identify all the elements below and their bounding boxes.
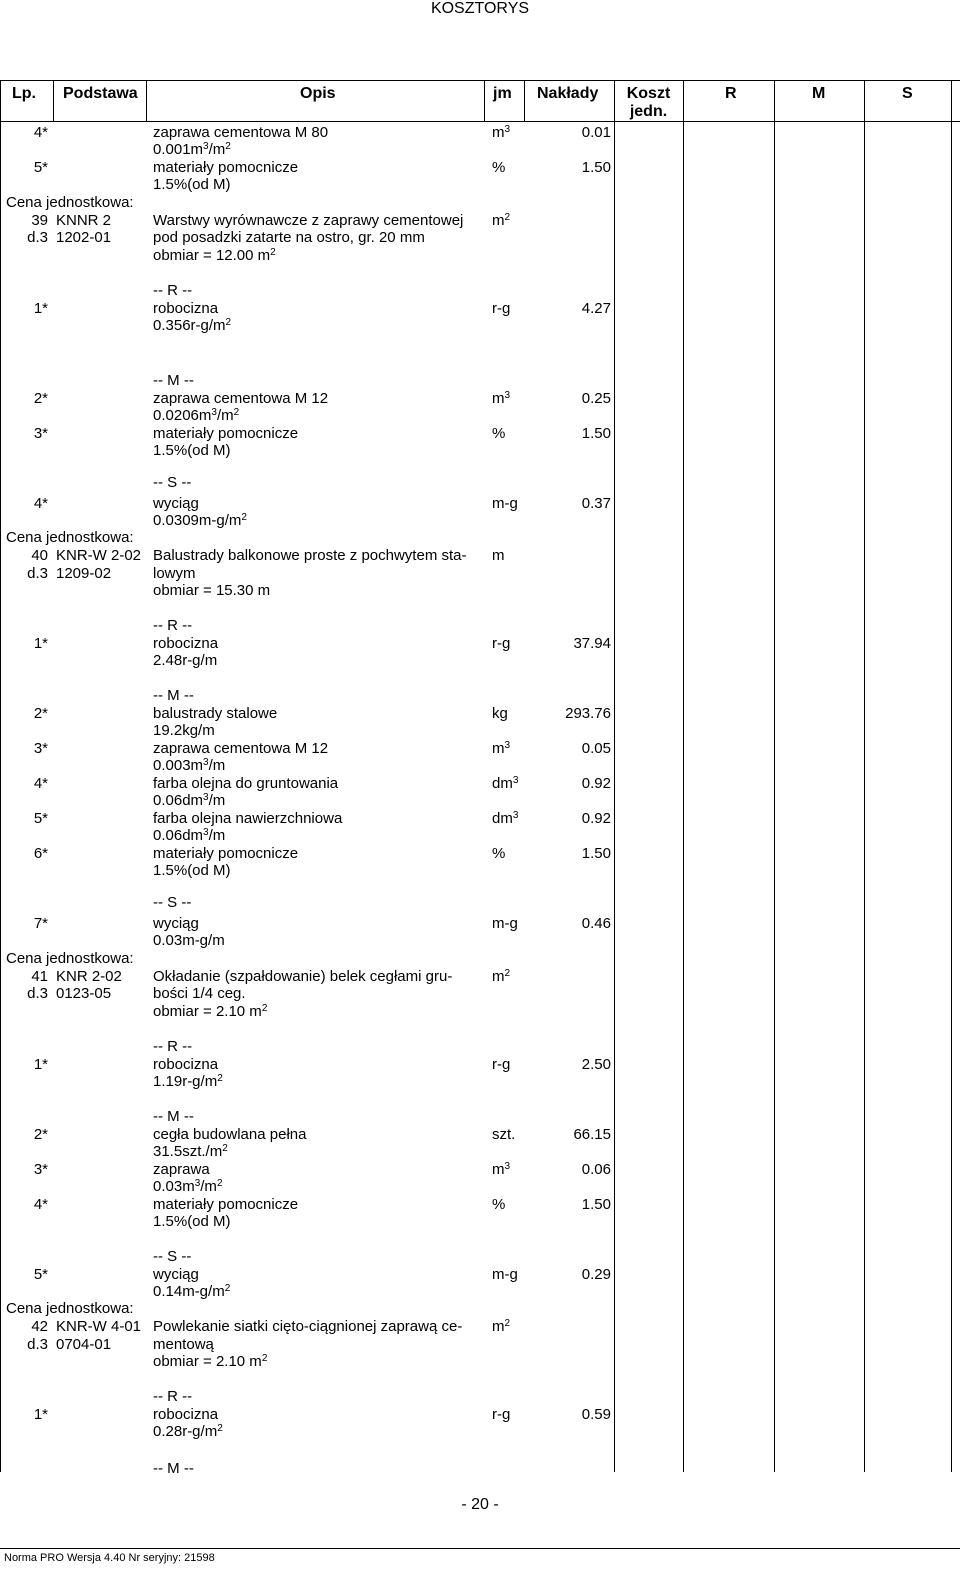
- row-opis: [153, 1388, 192, 1406]
- row-opis-text: materiały pomocnicze: [153, 425, 299, 442]
- row-opis-superscript: 2: [224, 1283, 231, 1294]
- row-lp: 4*: [33, 495, 48, 512]
- row-opis: [153, 547, 466, 565]
- footer-note: Norma PRO Wersja 4.40 Nr seryjny: 21598: [4, 1552, 215, 1564]
- row-naklady: 0.92: [581, 810, 611, 827]
- row-opis-text: robocizna: [153, 1406, 219, 1423]
- row-opis: [153, 1336, 214, 1354]
- row-opis: [153, 229, 425, 247]
- row-jm-text: m-g: [492, 915, 518, 932]
- row-opis-text: balustrady stalowe: [153, 705, 278, 722]
- row-lp: 39: [31, 212, 48, 229]
- row-lp: 2*: [33, 705, 48, 722]
- row-opis: [153, 407, 239, 425]
- row-lp: 4*: [33, 775, 48, 792]
- row-jm-text: m-g: [492, 495, 518, 512]
- row-opis-text: -- M --: [153, 372, 194, 389]
- row-jm: [492, 124, 510, 142]
- row-jm: [492, 425, 505, 443]
- row-podstawa: 0123-05: [56, 985, 112, 1002]
- col-header-koszt: [614, 85, 683, 121]
- row-opis: [153, 1161, 210, 1179]
- row-opis-text: 0.03m: [153, 1178, 195, 1195]
- row-opis: [153, 1423, 223, 1441]
- row-opis: [153, 792, 225, 810]
- row-naklady: 0.46: [581, 915, 611, 932]
- row-opis-text: 0.06dm: [153, 792, 204, 809]
- row-opis-tail: /m: [200, 1178, 217, 1195]
- row-naklady: 0.92: [581, 775, 611, 792]
- row-jm: [492, 159, 505, 177]
- row-naklady: 0.59: [581, 1406, 611, 1423]
- row-naklady: 0.05: [581, 740, 611, 757]
- row-opis-text: 1.5%(od M): [153, 862, 231, 879]
- row-opis: [153, 1318, 462, 1336]
- grid-line: [774, 80, 775, 1472]
- row-jm-superscript: 3: [504, 1161, 511, 1172]
- unit-price-label: Cena jednostkowa:: [6, 1300, 134, 1317]
- col-header-koszt-line2: jedn.: [629, 103, 668, 120]
- row-opis: [153, 495, 199, 513]
- row-opis: [153, 1126, 306, 1144]
- col-header-m: M: [812, 85, 826, 102]
- row-opis-text: obmiar = 12.00 m: [153, 247, 271, 264]
- row-jm-text: m: [492, 212, 505, 229]
- row-naklady: 293.76: [565, 705, 611, 722]
- row-opis-text: materiały pomocnicze: [153, 1196, 299, 1213]
- row-opis: [153, 1178, 223, 1196]
- row-opis-text: farba olejna nawierzchniowa: [153, 810, 343, 827]
- row-opis-superscript: 3: [194, 1178, 201, 1189]
- row-opis-text: 0.0206m: [153, 407, 212, 424]
- row-opis-text: Warstwy wyrównawcze z zaprawy cementowej: [153, 212, 464, 229]
- row-opis-text: 0.14m-g/m: [153, 1283, 225, 1300]
- row-opis-text: 0.06dm: [153, 827, 204, 844]
- row-jm-superscript: 3: [504, 124, 511, 135]
- row-jm: [492, 1196, 505, 1214]
- row-naklady: 4.27: [581, 300, 611, 317]
- row-lp: 2*: [33, 1126, 48, 1143]
- header-top-rule: [0, 80, 960, 81]
- row-opis-superscript: 2: [261, 1353, 268, 1364]
- unit-price-label: Cena jednostkowa:: [6, 529, 134, 546]
- row-opis-superscript: 2: [241, 512, 247, 523]
- grid-line: [864, 80, 865, 1472]
- row-opis-text: cegła budowlana pełna: [153, 1126, 307, 1143]
- row-naklady: 0.06: [581, 1161, 611, 1178]
- row-opis-text: bości 1/4 ceg.: [153, 985, 246, 1002]
- row-opis-text: 0.03m-g/m: [153, 932, 225, 949]
- row-jm: [492, 1406, 510, 1424]
- row-jm: [492, 495, 518, 513]
- row-jm-text: kg: [492, 705, 508, 722]
- row-naklady: 0.29: [581, 1266, 611, 1283]
- row-jm: [492, 705, 508, 723]
- row-opis-text: 1.5%(od M): [153, 1213, 231, 1230]
- row-opis-superscript: 2: [225, 141, 231, 152]
- grid-line: [951, 80, 952, 1472]
- row-opis-text: farba olejna do gruntowania: [153, 775, 339, 792]
- row-naklady: 2.50: [581, 1056, 611, 1073]
- row-opis-tail: /m: [208, 827, 226, 844]
- row-opis: [153, 390, 328, 408]
- row-opis-superscript: 2: [261, 1003, 268, 1014]
- row-opis: [153, 247, 276, 265]
- row-jm-text: r-g: [492, 1406, 511, 1423]
- row-lp: 41: [31, 968, 48, 985]
- row-opis: [153, 1143, 228, 1161]
- row-naklady: 0.37: [581, 495, 611, 512]
- row-opis: [153, 827, 225, 845]
- row-naklady: 0.01: [581, 124, 611, 141]
- row-jm-text: m-g: [492, 1266, 518, 1283]
- row-lp: 5*: [33, 810, 48, 827]
- row-jm: [492, 1056, 510, 1074]
- grid-line: [683, 80, 684, 1472]
- row-jm: [492, 740, 510, 758]
- row-jm: [492, 1126, 515, 1144]
- col-header-lp: Lp.: [12, 85, 36, 102]
- row-opis-text: 0.003m: [153, 757, 204, 774]
- row-opis: [153, 1073, 223, 1091]
- row-opis-text: obmiar = 2.10 m: [153, 1003, 262, 1020]
- row-lp: 1*: [33, 635, 48, 652]
- row-opis-text: Okładanie (szpałdowanie) belek cegłami gru-: [153, 968, 453, 985]
- row-podstawa: KNR-W 2-02: [56, 547, 142, 564]
- row-jm-text: %: [492, 845, 506, 862]
- row-opis: [153, 705, 277, 723]
- row-jm: [492, 1266, 518, 1284]
- row-opis-text: materiały pomocnicze: [153, 159, 299, 176]
- row-opis-text: -- R --: [153, 1388, 193, 1405]
- row-opis: [153, 1353, 267, 1371]
- row-jm-text: dm: [492, 810, 513, 827]
- grid-line: [484, 80, 485, 121]
- row-opis-superscript: 3: [203, 827, 209, 838]
- row-opis-text: 0.356r-g/m: [153, 317, 226, 334]
- row-naklady: 66.15: [573, 1126, 611, 1143]
- row-opis: [153, 1406, 218, 1424]
- row-opis-superscript: 2: [217, 1423, 223, 1434]
- row-opis-text: obmiar = 15.30 m: [153, 582, 271, 599]
- row-opis: [153, 862, 231, 880]
- row-jm-text: %: [492, 159, 506, 176]
- row-opis: [153, 810, 342, 828]
- row-opis-text: wyciąg: [153, 915, 199, 932]
- row-lp: 3*: [33, 1161, 48, 1178]
- row-jm-superscript: 2: [504, 1318, 511, 1329]
- row-opis-text: zaprawa cementowa M 80: [153, 124, 329, 141]
- row-opis-tail: /m: [208, 792, 226, 809]
- row-jm-superscript: 2: [504, 968, 511, 979]
- row-opis: [153, 722, 215, 740]
- row-lp: d.3: [27, 565, 48, 582]
- row-opis: [153, 212, 463, 230]
- row-opis: [153, 425, 298, 443]
- row-lp: 4*: [33, 124, 48, 141]
- row-jm-superscript: 3: [504, 390, 511, 401]
- row-podstawa: 1209-02: [56, 565, 112, 582]
- row-jm: [492, 390, 510, 408]
- row-opis: [153, 1003, 267, 1021]
- row-opis-text: Powlekanie siatki cięto-ciągnionej zaprawą ce-: [153, 1318, 463, 1335]
- row-opis-tail: /m: [208, 757, 226, 774]
- row-opis-text: Balustrady balkonowe proste z pochwytem sta-: [153, 547, 467, 564]
- unit-price-label: Cena jednostkowa:: [6, 194, 134, 211]
- row-opis-text: -- R --: [153, 617, 193, 634]
- row-opis-text: 0.001m: [153, 141, 204, 158]
- row-opis-text: 2.48r-g/m: [153, 652, 218, 669]
- grid-line: [146, 80, 147, 121]
- row-opis: [153, 1108, 194, 1126]
- row-jm-text: m: [492, 1318, 505, 1335]
- row-opis: [153, 1283, 230, 1301]
- row-opis-superscript: 2: [270, 247, 276, 258]
- row-jm: [492, 1161, 510, 1179]
- row-lp: d.3: [27, 1336, 48, 1353]
- row-naklady: 1.50: [581, 425, 611, 442]
- row-jm-text: m: [492, 968, 505, 985]
- row-jm-text: r-g: [492, 635, 511, 652]
- row-jm: [492, 635, 510, 653]
- row-opis-text: 19.2kg/m: [153, 722, 215, 739]
- row-opis-text: -- M --: [153, 1460, 194, 1477]
- row-jm-text: r-g: [492, 300, 511, 317]
- row-opis-text: robocizna: [153, 635, 219, 652]
- row-jm-text: %: [492, 1196, 506, 1213]
- col-header-r: R: [725, 85, 737, 102]
- row-opis: [153, 740, 328, 758]
- row-podstawa: KNNR 2: [56, 212, 112, 229]
- row-podstawa: KNR-W 4-01: [56, 1318, 142, 1335]
- row-opis-text: zaprawa cementowa M 12: [153, 390, 329, 407]
- row-opis: [153, 1266, 199, 1284]
- row-lp: 2*: [33, 390, 48, 407]
- row-lp: 5*: [33, 1266, 48, 1283]
- grid-line: [524, 80, 525, 121]
- row-podstawa: 1202-01: [56, 229, 112, 246]
- row-lp: 4*: [33, 1196, 48, 1213]
- row-podstawa: 0704-01: [56, 1336, 112, 1353]
- row-opis: [153, 124, 328, 142]
- row-naklady: 37.94: [573, 635, 611, 652]
- row-opis: [153, 617, 192, 635]
- row-opis-text: wyciąg: [153, 495, 199, 512]
- row-opis-superscript: 2: [216, 1178, 223, 1189]
- row-opis-text: -- M --: [153, 687, 194, 704]
- row-opis: [153, 176, 231, 194]
- footer-rule: [0, 1548, 960, 1549]
- row-opis-text: -- S --: [153, 474, 192, 491]
- row-opis-text: 0.0309m-g/m: [153, 512, 242, 529]
- row-opis-text: zaprawa: [153, 1161, 210, 1178]
- row-naklady: 1.50: [581, 845, 611, 862]
- row-opis: [153, 1196, 298, 1214]
- row-opis: [153, 565, 196, 583]
- row-opis: [153, 372, 194, 390]
- row-podstawa: KNR 2-02: [56, 968, 122, 985]
- row-jm-text: r-g: [492, 1056, 511, 1073]
- row-opis-tail: /m: [216, 407, 234, 424]
- row-opis-text: 1.19r-g/m: [153, 1073, 218, 1090]
- col-header-jm: jm: [493, 85, 512, 102]
- row-lp: d.3: [27, 229, 48, 246]
- row-opis: [153, 775, 338, 793]
- row-lp: 1*: [33, 1406, 48, 1423]
- row-opis: [153, 442, 231, 460]
- row-opis: [153, 1038, 192, 1056]
- row-lp: 6*: [33, 845, 48, 862]
- row-opis: [153, 300, 218, 318]
- row-lp: d.3: [27, 985, 48, 1002]
- row-opis: [153, 985, 246, 1003]
- row-opis: [153, 1213, 231, 1231]
- row-opis-text: -- S --: [153, 894, 192, 911]
- row-opis-superscript: 3: [211, 407, 217, 418]
- row-jm-superscript: 3: [512, 810, 519, 821]
- col-header-koszt-line1: Koszt: [626, 85, 671, 102]
- row-opis: [153, 932, 225, 950]
- row-jm-superscript: 3: [504, 740, 511, 751]
- row-jm: [492, 1318, 510, 1336]
- row-opis-text: -- S --: [153, 1248, 192, 1265]
- row-jm: [492, 845, 505, 863]
- row-jm-superscript: 2: [504, 212, 511, 223]
- row-opis: [153, 582, 270, 600]
- row-opis: [153, 652, 217, 670]
- row-opis: [153, 317, 231, 335]
- row-lp: 5*: [33, 159, 48, 176]
- row-lp: 42: [31, 1318, 48, 1335]
- row-opis-text: 31.5szt./m: [153, 1143, 223, 1160]
- row-opis-text: -- R --: [153, 1038, 193, 1055]
- row-jm-superscript: 3: [512, 775, 519, 786]
- grid-line: [614, 80, 615, 1472]
- row-jm-text: szt.: [492, 1126, 516, 1143]
- row-opis-superscript: 2: [222, 1143, 228, 1154]
- row-opis: [153, 512, 247, 530]
- row-opis: [153, 757, 225, 775]
- row-opis: [153, 687, 194, 705]
- row-opis-superscript: 2: [225, 317, 232, 328]
- row-naklady: 1.50: [581, 159, 611, 176]
- row-jm: [492, 915, 518, 933]
- row-jm: [492, 300, 510, 318]
- row-opis-superscript: 2: [233, 407, 240, 418]
- row-opis-tail: /m: [208, 141, 226, 158]
- col-header-naklady: Nakłady: [537, 85, 599, 102]
- col-header-s: S: [902, 85, 913, 102]
- row-jm-text: m: [492, 740, 505, 757]
- row-jm-text: dm: [492, 775, 513, 792]
- row-opis-text: robocizna: [153, 300, 219, 317]
- row-opis: [153, 845, 298, 863]
- row-opis-text: lowym: [153, 565, 196, 582]
- row-jm-text: m: [492, 390, 505, 407]
- row-lp: 1*: [33, 1056, 48, 1073]
- row-opis-text: wyciąg: [153, 1266, 199, 1283]
- row-jm: [492, 968, 510, 986]
- row-opis-text: -- R --: [153, 282, 193, 299]
- row-opis: [153, 894, 191, 912]
- row-opis-superscript: 2: [217, 1073, 223, 1084]
- row-opis-text: zaprawa cementowa M 12: [153, 740, 329, 757]
- row-opis-text: mentową: [153, 1336, 214, 1353]
- page-number: - 20 -: [461, 1496, 499, 1513]
- row-naklady: 1.50: [581, 1196, 611, 1213]
- row-opis-text: materiały pomocnicze: [153, 845, 299, 862]
- col-header-podstawa: Podstawa: [63, 85, 138, 102]
- row-jm-text: %: [492, 425, 506, 442]
- grid-line: [53, 80, 54, 121]
- row-opis: [153, 474, 191, 492]
- row-opis: [153, 141, 231, 159]
- row-opis: [153, 1056, 218, 1074]
- row-jm-text: m: [492, 1161, 505, 1178]
- row-opis-superscript: 3: [203, 792, 209, 803]
- unit-price-label: Cena jednostkowa:: [6, 950, 134, 967]
- row-opis-text: -- M --: [153, 1108, 194, 1125]
- row-opis: [153, 915, 199, 933]
- table-grid: [0, 80, 960, 1472]
- row-opis: [153, 1248, 191, 1266]
- row-naklady: 0.25: [581, 390, 611, 407]
- row-jm: [492, 775, 518, 793]
- row-jm-text: m: [492, 124, 505, 141]
- row-lp: 3*: [33, 740, 48, 757]
- row-opis: [153, 1460, 194, 1478]
- row-opis-text: pod posadzki zatarte na ostro, gr. 20 mm: [153, 229, 425, 246]
- row-opis-text: 1.5%(od M): [153, 176, 231, 193]
- row-opis-superscript: 3: [203, 757, 209, 768]
- row-lp: 3*: [33, 425, 48, 442]
- row-opis-superscript: 3: [203, 141, 209, 152]
- row-opis-text: robocizna: [153, 1056, 219, 1073]
- header-bottom-rule: [0, 121, 960, 122]
- page-header: KOSZTORYS: [430, 0, 530, 17]
- row-jm: [492, 810, 518, 828]
- row-opis-text: obmiar = 2.10 m: [153, 1353, 262, 1370]
- row-opis: [153, 159, 298, 177]
- row-jm: [492, 547, 505, 565]
- row-opis: [153, 968, 452, 986]
- row-opis: [153, 635, 218, 653]
- col-header-opis: Opis: [300, 85, 336, 102]
- row-lp: 1*: [33, 300, 48, 317]
- row-jm: [492, 212, 510, 230]
- row-jm-text: m: [492, 547, 505, 564]
- row-lp: 40: [31, 547, 48, 564]
- row-opis-text: 0.28r-g/m: [153, 1423, 218, 1440]
- row-opis-text: 1.5%(od M): [153, 442, 231, 459]
- row-opis: [153, 282, 192, 300]
- row-lp: 7*: [33, 915, 48, 932]
